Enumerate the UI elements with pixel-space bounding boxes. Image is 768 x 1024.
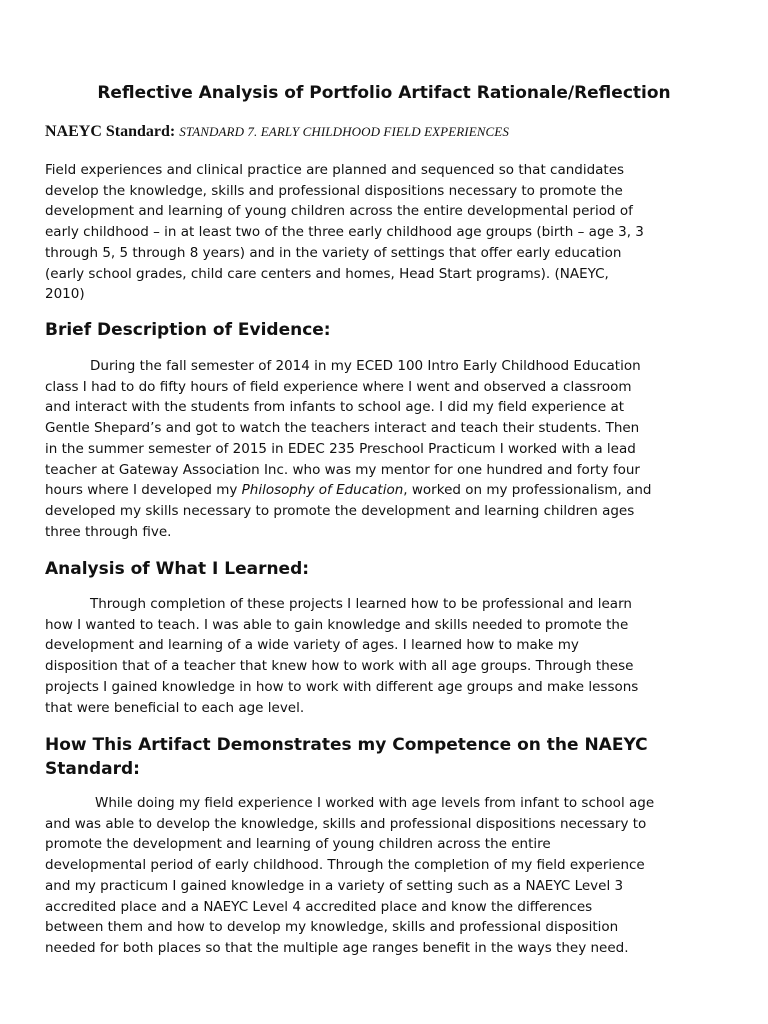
text-line: between them and how to develop my knowledge, skills and professional disposition [45,919,619,936]
text-line: Gentle Shepard’s and got to watch the teachers interact and teach their students. Then [45,420,640,437]
text-line: and my practicum I gained knowledge in a variety of setting such as a NAEYC Level 3 [45,877,624,894]
text-line: early childhood – in at least two of the three early childhood age groups (birth – age 3, 3 [45,224,644,241]
text-line: Field experiences and clinical practice are planned and sequenced so that candidates [45,162,625,178]
standard-label: NAEYC Standard: [45,123,176,140]
text-line: accredited place and a NAEYC Level 4 accredited place and know the differences [45,898,593,915]
page-title: Reflective Analysis of Portfolio Artifact Rationale/Reflection [97,83,671,103]
text-line [45,480,735,501]
text-line: Through completion of these projects I learned how to be professional and learn [90,596,632,612]
naeyc-standard-line [45,122,735,142]
text-line: (early school grades, child care centers and homes, Head Start programs). (NAEYC, [45,265,609,282]
text-line: 2010) [45,286,85,303]
philosophy-title: Philosophy of Education [241,482,404,499]
text-line: development and learning of a wide variety of ages. I learned how to make my [45,637,579,654]
evidence-paragraph [45,356,735,542]
text-line: develop the knowledge, skills and professional dispositions necessary to promote the [45,182,623,199]
competence-heading [45,733,735,781]
text-run: hours where I developed my [45,482,242,499]
text-line: teacher at Gateway Association Inc. who was my mentor for one hundred and forty four [45,461,640,478]
text-line: three through five. [45,523,172,540]
text-line: While doing my field experience I worked with age levels from infant to school age [95,795,655,811]
text-line: that were beneficial to each age level. [45,699,305,716]
text-run: , worked on my professionalism, and [403,482,652,499]
heading-line: Standard: [45,759,140,779]
text-line: and interact with the students from infants to school age. I did my field experience at [45,399,625,416]
text-line: how I wanted to teach. I was able to gain knowledge and skills needed to promote the [45,616,629,633]
competence-paragraph [45,793,735,959]
text-line: During the fall semester of 2014 in my ECED 100 Intro Early Childhood Education [90,358,641,374]
text-line: disposition that of a teacher that knew how to work with all age groups. Through these [45,658,634,675]
text-line: development and learning of young children across the entire developmental period of [45,203,633,220]
analysis-heading [45,557,735,581]
text-line: promote the development and learning of young children across the entire [45,836,551,853]
evidence-heading [45,318,735,342]
text-line: and was able to develop the knowledge, skills and professional dispositions necessary to [45,815,647,832]
text-line: needed for both places so that the multiple age ranges benefit in the ways they need. [45,939,629,956]
text-line: projects I gained knowledge in how to work with different age groups and make lessons [45,678,639,695]
text-line: in the summer semester of 2015 in EDEC 235 Preschool Practicum I worked with a lead [45,440,636,457]
text-line: class I had to do fifty hours of field experience where I went and observed a classroom [45,378,632,395]
text-line: developmental period of early childhood. Through the completion of my field experience [45,857,645,874]
text-line: developed my skills necessary to promote the development and learning children ages [45,502,635,519]
standard-description [45,160,735,305]
text-line: through 5, 5 through 8 years) and in the variety of settings that offer early education [45,244,622,261]
standard-value: STANDARD 7. EARLY CHILDHOOD FIELD EXPERIENCES [179,124,509,139]
heading-line: Brief Description of Evidence: [45,320,331,340]
heading-line: Analysis of What I Learned: [45,559,310,579]
analysis-paragraph [45,594,735,718]
heading-line: How This Artifact Demonstrates my Competence on the NAEYC [45,735,648,755]
